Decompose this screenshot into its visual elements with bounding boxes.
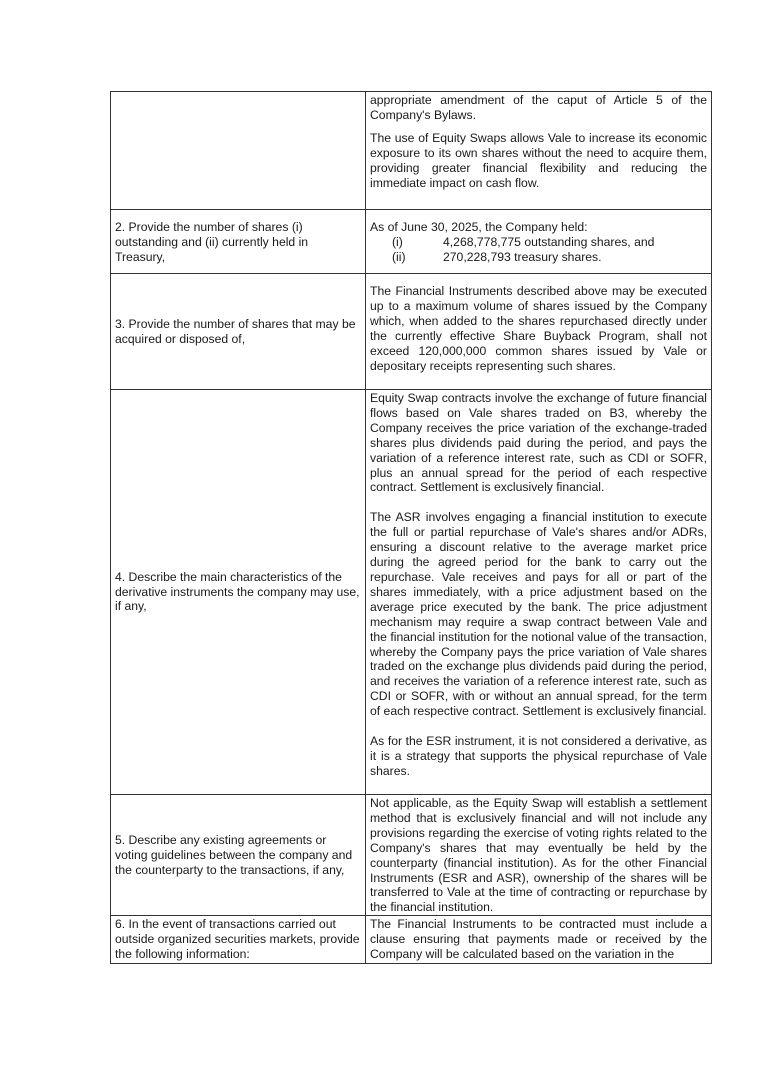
answer-paragraph: The Financial Instruments to be contracted must include a clause ensuring that payments made or received by the Company will be calculated based on the variation in the bbox=[370, 917, 707, 962]
answer-paragraph: Not applicable, as the Equity Swap will establish a settlement method that is exclusively financial and will not include any provisions regarding the exercise of voting rights related to the Company's shares that may eventually be held by the counterparty (financial institution). As for the other Financial Instruments (ESR and ASR), ownership of the shares will be transferred to Vale at the time of contracting or repurchase by the financial institution. bbox=[370, 796, 707, 915]
answer-paragraph: Equity Swap contracts involve the exchange of future financial flows based on Vale shares traded on B3, whereby the Company receives the price variation of the exchange-traded shares plus dividends paid during the period, and pays the variation of a reference interest rate, such as CDI or SOFR, plus an annual spread for the period of each respective contract. Settlement is exclusively financial. bbox=[370, 391, 707, 495]
question-cell bbox=[111, 92, 366, 210]
list-item bbox=[370, 250, 707, 265]
table-row bbox=[111, 274, 712, 390]
answer-paragraph: The ASR involves engaging a financial institution to execute the full or partial repurchase of Vale's shares and/or ADRs, ensuring a discount relative to the average market price during the agreed period for the bank to carry out the repurchase. Vale receives and pays for all or part of the shares immediately, with a price adjustment based on the average price executed by the bank. The price adjustment mechanism may require a swap contract between Vale and the financial institution for the notional value of the transaction, whereby the Company pays the price variation of Vale shares traded on the exchange plus dividends paid during the period, and receives the variation of a reference interest rate, such as CDI or SOFR, with or without an annual spread, for the term of each respective contract. Settlement is exclusively financial. bbox=[370, 510, 707, 719]
answer-intro: As of June 30, 2025, the Company held: bbox=[370, 220, 588, 234]
answer-cell bbox=[366, 390, 712, 795]
table-row bbox=[111, 92, 712, 210]
answer-cell bbox=[366, 916, 712, 964]
table-row bbox=[111, 916, 712, 964]
question-cell: 4. Describe the main characteristics of the derivative instruments the company may use, if any, bbox=[111, 390, 366, 795]
answer-paragraph: As for the ESR instrument, it is not considered a derivative, as it is a strategy that supports the physical repurchase of Vale shares. bbox=[370, 734, 707, 778]
table-row bbox=[111, 210, 712, 274]
list-text: 270,228,793 treasury shares. bbox=[443, 249, 602, 264]
list-number: (ii) bbox=[392, 249, 406, 264]
question-cell: 2. Provide the number of shares (i) outstanding and (ii) currently held in Treasury, bbox=[111, 210, 366, 274]
table-row bbox=[111, 795, 712, 916]
question-cell: 6. In the event of transactions carried out outside organized securities markets, provide the following information: bbox=[111, 916, 366, 964]
disclosure-table bbox=[110, 91, 712, 964]
answer-cell bbox=[366, 210, 712, 274]
table-row bbox=[111, 390, 712, 795]
answer-cell bbox=[366, 274, 712, 390]
list-number: (i) bbox=[392, 234, 403, 249]
question-cell: 5. Describe any existing agreements or voting guidelines between the company and the counterparty to the transactions, if any, bbox=[111, 795, 366, 916]
answer-cell bbox=[366, 92, 712, 210]
question-cell: 3. Provide the number of shares that may be acquired or disposed of, bbox=[111, 274, 366, 390]
list-text: 4,268,778,775 outstanding shares, and bbox=[443, 234, 655, 249]
answer-paragraph: The use of Equity Swaps allows Vale to increase its economic exposure to its own shares without the need to acquire them, providing greater financial flexibility and reducing the immediate impact on cash flow. bbox=[370, 130, 707, 190]
answer-cell bbox=[366, 795, 712, 916]
answer-paragraph: The Financial Instruments described above may be executed up to a maximum volume of shares issued by the Company which, when added to the shares repurchased directly under the currently effective Share Buyback Program, shall not exceed 120,000,000 common shares issued by Vale or depositary receipts representing such shares. bbox=[370, 284, 707, 373]
list-item bbox=[370, 235, 707, 250]
answer-paragraph: appropriate amendment of the caput of Article 5 of the Company's Bylaws. bbox=[370, 93, 707, 122]
